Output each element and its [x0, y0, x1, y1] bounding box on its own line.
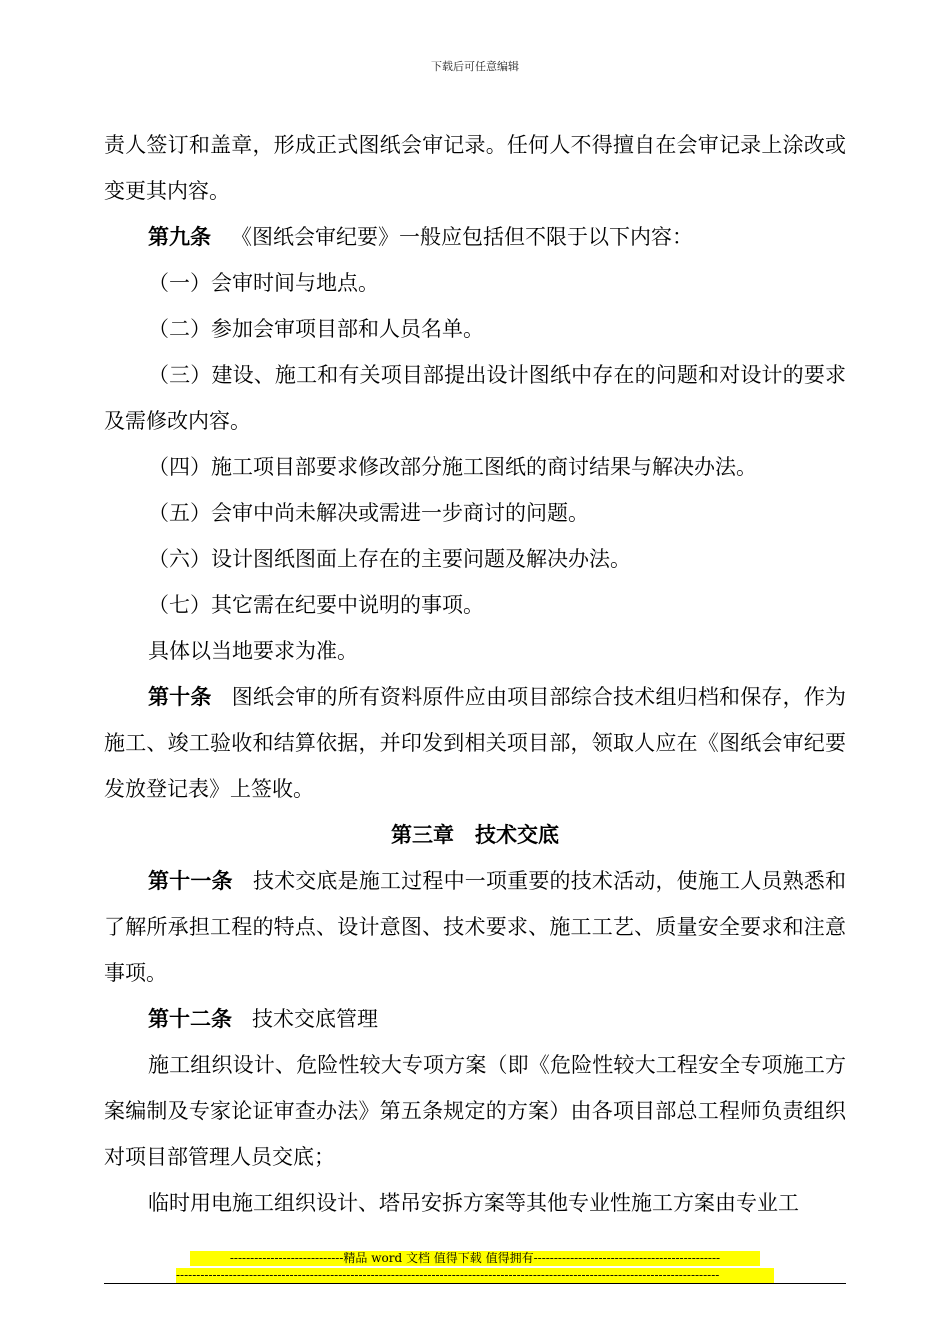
article-10 — [104, 674, 846, 812]
local-requirement-note: 具体以当地要求为准。 — [148, 639, 358, 663]
article-9 — [104, 214, 846, 260]
paragraph: 临时用电施工组织设计、塔吊安拆方案等其他专业性施工方案由专业工 — [148, 1191, 799, 1215]
list-item: （六）设计图纸图面上存在的主要问题及解决办法。 — [148, 547, 631, 571]
list-item: （七）其它需在纪要中说明的事项。 — [148, 593, 484, 617]
article-12 — [104, 996, 846, 1042]
footer-banner-dashes: -------------------------------------------------------------------------------------------------------------------------------------- — [176, 1268, 774, 1283]
article-10-text: 图纸会审的所有资料原件应由项目部综合技术组归档和保存，作为施工、竣工验收和结算依据，并印发到相关项目部，领取人应在《图纸会审纪要发放登记表》上签收。 — [104, 685, 846, 801]
paragraph: 施工组织设计、危险性较大专项方案（即《危险性较大工程安全专项施工方案编制及专家论证审查办法》第五条规定的方案）由各项目部总工程师负责组织对项目部管理人员交底； — [104, 1053, 846, 1169]
footer-banner: ----------------------------精品 word 文档 值得下载 值得拥有---------------------------------------------- — [190, 1251, 760, 1266]
footer-divider — [104, 1283, 846, 1284]
article-9-title: 第九条 — [148, 224, 211, 249]
article-12-text: 技术交底管理 — [252, 1007, 378, 1031]
paragraph-continuation: 责人签订和盖章，形成正式图纸会审记录。任何人不得擅自在会审记录上涂改或变更其内容。 — [104, 133, 846, 203]
article-11 — [104, 858, 846, 996]
document-body — [104, 122, 846, 1226]
article-11-text: 技术交底是施工过程中一项重要的技术活动，使施工人员熟悉和了解所承担工程的特点、设计意图、技术要求、施工工艺、质量安全要求和注意事项。 — [104, 869, 846, 985]
chapter-heading: 第三章 技术交底 — [391, 822, 559, 847]
article-11-title: 第十一条 — [148, 868, 233, 893]
article-9-text: 《图纸会审纪要》一般应包括但不限于以下内容： — [231, 225, 693, 249]
list-item: （一）会审时间与地点。 — [148, 271, 379, 295]
list-item: （三）建设、施工和有关项目部提出设计图纸中存在的问题和对设计的要求及需修改内容。 — [104, 363, 846, 433]
page-header: 下载后可任意编辑 — [431, 60, 519, 73]
list-item: （四）施工项目部要求修改部分施工图纸的商讨结果与解决办法。 — [148, 455, 757, 479]
article-10-title: 第十条 — [148, 684, 212, 709]
list-item: （二）参加会审项目部和人员名单。 — [148, 317, 484, 341]
article-12-title: 第十二条 — [148, 1006, 232, 1031]
list-item: （五）会审中尚未解决或需进一步商讨的问题。 — [148, 501, 589, 525]
